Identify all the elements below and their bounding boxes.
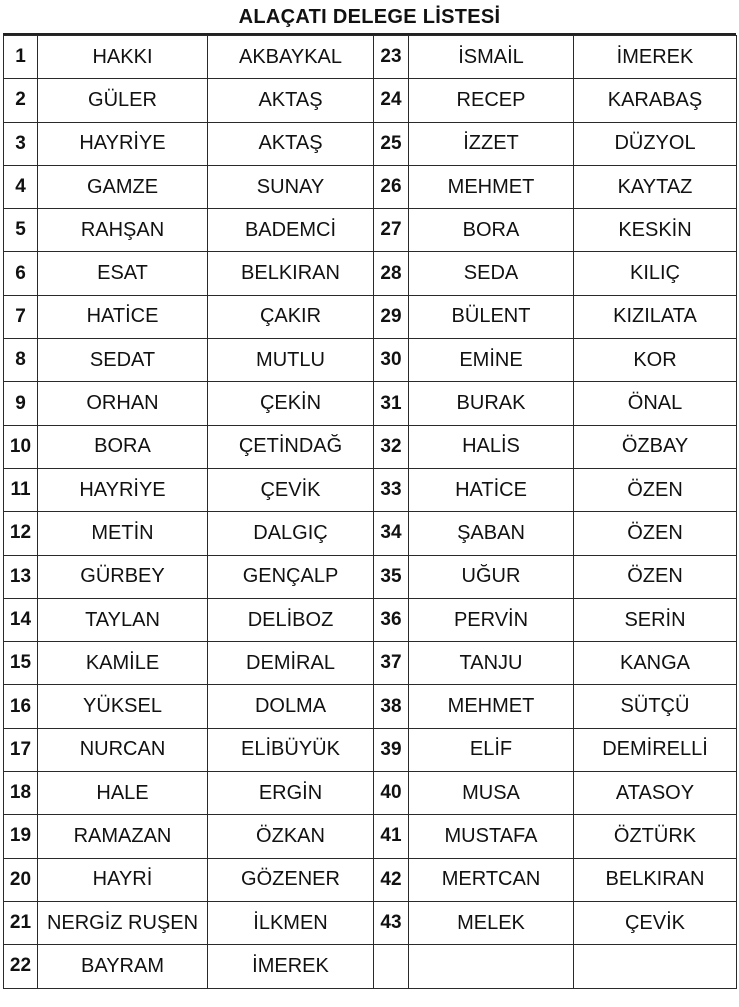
table-row — [4, 209, 737, 252]
delegate-number-right: 36 — [374, 598, 409, 641]
delegate-first-name-left: KAMİLE — [38, 642, 208, 685]
delegate-last-name-right: ÇEVİK — [574, 901, 737, 944]
delegate-last-name-left: AKTAŞ — [208, 122, 374, 165]
empty-cell — [374, 945, 409, 988]
delegate-number-right: 30 — [374, 339, 409, 382]
delegate-number-right: 32 — [374, 425, 409, 468]
delegate-first-name-left: GÜLER — [38, 79, 208, 122]
delegate-first-name-left: HAYRİYE — [38, 122, 208, 165]
delegate-number-right: 27 — [374, 209, 409, 252]
delegate-table — [3, 35, 737, 989]
delegate-last-name-left: BADEMCİ — [208, 209, 374, 252]
delegate-last-name-right: DÜZYOL — [574, 122, 737, 165]
delegate-number-right: 23 — [374, 36, 409, 79]
delegate-first-name-left: BAYRAM — [38, 945, 208, 988]
delegate-number-left: 20 — [4, 858, 38, 901]
delegate-last-name-left: DOLMA — [208, 685, 374, 728]
delegate-last-name-left: ÇAKIR — [208, 295, 374, 338]
delegate-last-name-left: İMEREK — [208, 945, 374, 988]
delegate-number-right: 43 — [374, 901, 409, 944]
table-row — [4, 165, 737, 208]
delegate-first-name-right: PERVİN — [409, 598, 574, 641]
delegate-first-name-left: SEDAT — [38, 339, 208, 382]
delegate-first-name-right: MERTCAN — [409, 858, 574, 901]
delegate-last-name-right: BELKIRAN — [574, 858, 737, 901]
delegate-first-name-right: EMİNE — [409, 339, 574, 382]
delegate-last-name-right: KANGA — [574, 642, 737, 685]
table-row — [4, 772, 737, 815]
delegate-first-name-right: SEDA — [409, 252, 574, 295]
delegate-first-name-left: YÜKSEL — [38, 685, 208, 728]
delegate-first-name-left: NERGİZ RUŞEN — [38, 901, 208, 944]
delegate-last-name-right: ÖNAL — [574, 382, 737, 425]
delegate-last-name-left: ELİBÜYÜK — [208, 728, 374, 771]
delegate-number-left: 7 — [4, 295, 38, 338]
delegate-last-name-left: SUNAY — [208, 165, 374, 208]
delegate-first-name-right: MUSA — [409, 772, 574, 815]
delegate-first-name-right: İSMAİL — [409, 36, 574, 79]
table-row — [4, 252, 737, 295]
delegate-first-name-left: GÜRBEY — [38, 555, 208, 598]
delegate-first-name-right: ELİF — [409, 728, 574, 771]
delegate-last-name-right: KARABAŞ — [574, 79, 737, 122]
delegate-number-left: 9 — [4, 382, 38, 425]
delegate-last-name-right: SERİN — [574, 598, 737, 641]
delegate-first-name-right: ŞABAN — [409, 512, 574, 555]
delegate-number-right: 34 — [374, 512, 409, 555]
delegate-number-right: 38 — [374, 685, 409, 728]
delegate-number-right: 26 — [374, 165, 409, 208]
delegate-number-right: 41 — [374, 815, 409, 858]
delegate-first-name-right: UĞUR — [409, 555, 574, 598]
table-row — [4, 79, 737, 122]
delegate-last-name-left: ÇETİNDAĞ — [208, 425, 374, 468]
delegate-last-name-right: KIZILATA — [574, 295, 737, 338]
delegate-first-name-right: RECEP — [409, 79, 574, 122]
delegate-number-right: 42 — [374, 858, 409, 901]
delegate-first-name-right: MEHMET — [409, 165, 574, 208]
delegate-last-name-left: MUTLU — [208, 339, 374, 382]
delegate-first-name-right: BURAK — [409, 382, 574, 425]
empty-cell — [574, 945, 737, 988]
delegate-first-name-right: MELEK — [409, 901, 574, 944]
delegate-number-right: 40 — [374, 772, 409, 815]
delegate-number-right: 35 — [374, 555, 409, 598]
delegate-number-right: 31 — [374, 382, 409, 425]
delegate-number-left: 17 — [4, 728, 38, 771]
delegate-number-left: 12 — [4, 512, 38, 555]
delegate-last-name-left: ÖZKAN — [208, 815, 374, 858]
delegate-first-name-right: MUSTAFA — [409, 815, 574, 858]
table-row — [4, 555, 737, 598]
table-row — [4, 382, 737, 425]
delegate-table-body — [4, 36, 737, 989]
delegate-number-left: 8 — [4, 339, 38, 382]
delegate-first-name-right: HALİS — [409, 425, 574, 468]
delegate-last-name-right: İMEREK — [574, 36, 737, 79]
delegate-last-name-right: ÖZEN — [574, 555, 737, 598]
delegate-first-name-left: NURCAN — [38, 728, 208, 771]
table-row — [4, 122, 737, 165]
delegate-first-name-right: BÜLENT — [409, 295, 574, 338]
table-row — [4, 468, 737, 511]
table-row — [4, 295, 737, 338]
delegate-last-name-left: DEMİRAL — [208, 642, 374, 685]
delegate-number-left: 3 — [4, 122, 38, 165]
delegate-first-name-left: TAYLAN — [38, 598, 208, 641]
list-title: ALAÇATI DELEGE LİSTESİ — [3, 2, 736, 35]
delegate-first-name-left: RAHŞAN — [38, 209, 208, 252]
delegate-number-right: 33 — [374, 468, 409, 511]
delegate-last-name-left: AKTAŞ — [208, 79, 374, 122]
delegate-first-name-left: HATİCE — [38, 295, 208, 338]
delegate-first-name-left: ORHAN — [38, 382, 208, 425]
table-row — [4, 815, 737, 858]
delegate-first-name-left: GAMZE — [38, 165, 208, 208]
delegate-last-name-left: BELKIRAN — [208, 252, 374, 295]
delegate-number-left: 6 — [4, 252, 38, 295]
delegate-number-left: 16 — [4, 685, 38, 728]
table-row — [4, 598, 737, 641]
delegate-first-name-left: HALE — [38, 772, 208, 815]
delegate-number-left: 18 — [4, 772, 38, 815]
delegate-last-name-right: SÜTÇÜ — [574, 685, 737, 728]
delegate-first-name-right: BORA — [409, 209, 574, 252]
delegate-last-name-right: KILIÇ — [574, 252, 737, 295]
delegate-first-name-left: RAMAZAN — [38, 815, 208, 858]
delegate-number-right: 37 — [374, 642, 409, 685]
delegate-number-left: 15 — [4, 642, 38, 685]
delegate-first-name-right: İZZET — [409, 122, 574, 165]
delegate-last-name-left: ÇEKİN — [208, 382, 374, 425]
delegate-first-name-right: HATİCE — [409, 468, 574, 511]
empty-cell — [409, 945, 574, 988]
table-row — [4, 512, 737, 555]
delegate-number-left: 5 — [4, 209, 38, 252]
table-row — [4, 425, 737, 468]
delegate-number-left: 22 — [4, 945, 38, 988]
delegate-first-name-right: TANJU — [409, 642, 574, 685]
delegate-last-name-left: ÇEVİK — [208, 468, 374, 511]
delegate-number-right: 28 — [374, 252, 409, 295]
table-row — [4, 339, 737, 382]
delegate-number-right: 25 — [374, 122, 409, 165]
delegate-number-left: 21 — [4, 901, 38, 944]
delegate-number-left: 10 — [4, 425, 38, 468]
delegate-last-name-left: ERGİN — [208, 772, 374, 815]
delegate-number-left: 14 — [4, 598, 38, 641]
delegate-first-name-left: HAYRİYE — [38, 468, 208, 511]
table-row — [4, 858, 737, 901]
delegate-first-name-left: METİN — [38, 512, 208, 555]
table-row — [4, 36, 737, 79]
delegate-last-name-right: ÖZEN — [574, 468, 737, 511]
delegate-last-name-right: ÖZTÜRK — [574, 815, 737, 858]
delegate-last-name-right: KESKİN — [574, 209, 737, 252]
delegate-last-name-left: GENÇALP — [208, 555, 374, 598]
delegate-last-name-right: KOR — [574, 339, 737, 382]
delegate-last-name-left: İLKMEN — [208, 901, 374, 944]
delegate-first-name-left: BORA — [38, 425, 208, 468]
delegate-last-name-left: AKBAYKAL — [208, 36, 374, 79]
delegate-first-name-left: HAYRİ — [38, 858, 208, 901]
delegate-last-name-left: DALGIÇ — [208, 512, 374, 555]
delegate-last-name-left: DELİBOZ — [208, 598, 374, 641]
delegate-last-name-right: KAYTAZ — [574, 165, 737, 208]
delegate-number-left: 11 — [4, 468, 38, 511]
table-row — [4, 642, 737, 685]
delegate-last-name-left: GÖZENER — [208, 858, 374, 901]
table-row — [4, 901, 737, 944]
delegate-number-right: 39 — [374, 728, 409, 771]
delegate-number-left: 2 — [4, 79, 38, 122]
delegate-first-name-left: HAKKI — [38, 36, 208, 79]
table-row — [4, 728, 737, 771]
table-row — [4, 945, 737, 988]
delegate-number-left: 19 — [4, 815, 38, 858]
table-row — [4, 685, 737, 728]
delegate-number-right: 29 — [374, 295, 409, 338]
delegate-number-left: 13 — [4, 555, 38, 598]
delegate-last-name-right: ÖZBAY — [574, 425, 737, 468]
delegate-number-left: 4 — [4, 165, 38, 208]
delegate-last-name-right: ÖZEN — [574, 512, 737, 555]
delegate-first-name-left: ESAT — [38, 252, 208, 295]
delegate-last-name-right: ATASOY — [574, 772, 737, 815]
delegate-first-name-right: MEHMET — [409, 685, 574, 728]
delegate-last-name-right: DEMİRELLİ — [574, 728, 737, 771]
delegate-number-left: 1 — [4, 36, 38, 79]
delegate-number-right: 24 — [374, 79, 409, 122]
